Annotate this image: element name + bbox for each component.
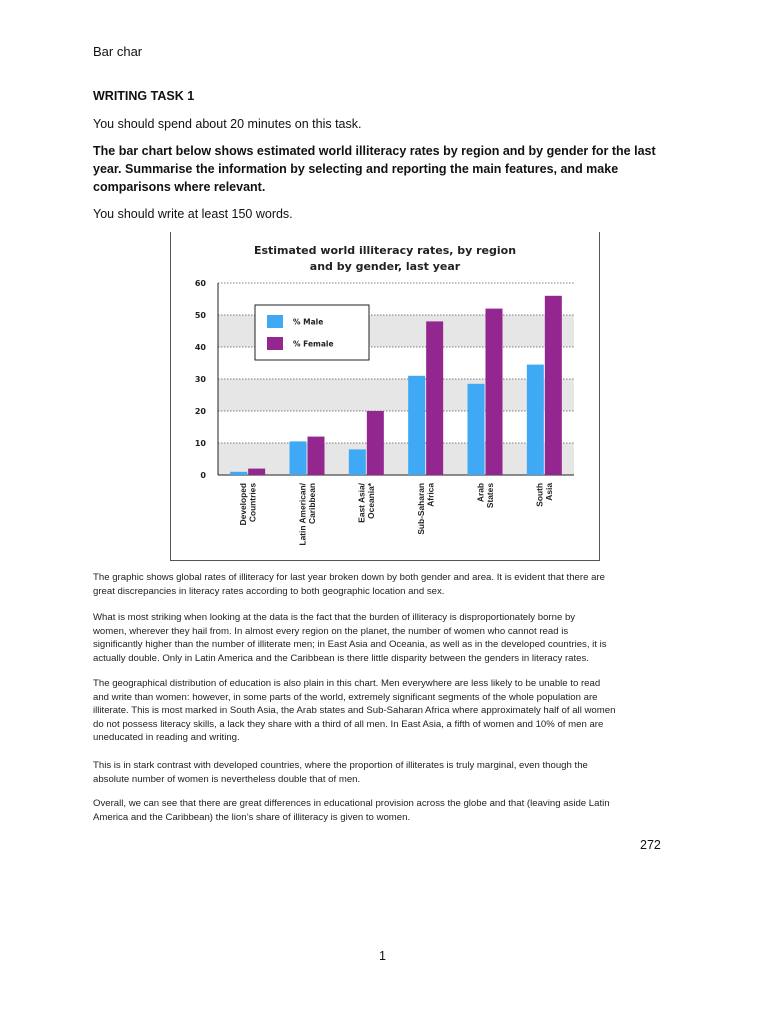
essay-line: This is in stark contrast with developed countries, where the proportion of illiterates is truly marginal, even though the (93, 760, 588, 771)
legend-swatch (267, 315, 283, 328)
plot-band (218, 411, 574, 443)
x-tick-label (416, 483, 436, 535)
prompt-line: comparisons where relevant. (93, 180, 266, 194)
x-tick-label-line: Developed (237, 483, 248, 526)
essay-paragraph-3 (93, 677, 675, 745)
essay-paragraph-4 (93, 759, 675, 786)
plot-band (218, 379, 574, 411)
chart-plot (195, 279, 574, 546)
x-tick-label-line: Arab (475, 483, 486, 503)
prompt-line: The bar chart below shows estimated world illiteracy rates by region and by gender for the last (93, 144, 656, 158)
essay-paragraph-1 (93, 571, 675, 598)
x-tick-label (297, 482, 317, 545)
essay-line: do not possess literacy skills, a lack they share with a third of all men. In East Asia, a fifth of women and 10% of men are (93, 718, 604, 730)
prompt-line: year. Summarise the information by selecting and reporting the main features, and make (93, 162, 619, 176)
x-tick-label (475, 483, 495, 508)
bar-male (349, 449, 366, 475)
bar-male (527, 365, 544, 475)
word-instruction: You should write at least 150 words. (93, 207, 293, 221)
bar-female (426, 321, 443, 475)
legend-label: % Male (293, 317, 324, 327)
essay-line: The graphic shows global rates of illiteracy for last year broken down by both gender and area. It is evident that there are (93, 572, 605, 583)
essay-line: significantly higher than the number of illiterate men; in East Asia and Oceania, as well as in the developed countries, it is (93, 639, 607, 651)
chart-title-line1: Estimated world illiteracy rates, by region (253, 244, 517, 257)
y-tick-label: 40 (194, 343, 206, 352)
bar-female (486, 309, 503, 475)
x-tick-label-line: Asia (544, 483, 555, 501)
x-tick-label (238, 483, 258, 526)
essay-line: The geographical distribution of education is also plain in this chart. Men everywhere are less likely to be unable to read (93, 678, 601, 689)
x-tick-label (535, 483, 555, 507)
y-tick-label: 50 (194, 311, 206, 320)
x-tick-label (357, 482, 377, 522)
bar-male (290, 441, 307, 475)
word-count: 272 (640, 838, 661, 852)
plot-band (218, 443, 574, 475)
y-tick-label: 0 (200, 471, 206, 480)
x-tick-label-line: States (484, 483, 495, 509)
x-tick-label-line: Oceania* (366, 483, 377, 519)
bar-female (308, 437, 325, 475)
y-tick-label: 30 (194, 375, 206, 384)
x-tick-label-line: Caribbean (306, 483, 317, 524)
page-header: Bar char (93, 44, 143, 59)
bar-female (248, 469, 265, 475)
essay-paragraph-5 (93, 797, 675, 824)
bar-male (230, 472, 247, 475)
legend-label: % Female (293, 339, 334, 349)
x-tick-label-line: East Asia/ (356, 483, 367, 523)
essay-line: and write than women: however, in some parts of the world, extremely significant segments of the whole population are (93, 691, 598, 703)
bar-female (367, 411, 384, 475)
essay-line: Overall, we can see that there are great differences in educational provision across the globe and that (leaving aside Latin (93, 798, 610, 809)
essay-line: absolute number of women is nevertheless double that of men. (93, 773, 361, 785)
essay-line: uneducated in reading and writing. (93, 732, 240, 744)
legend-swatch (267, 337, 283, 350)
essay-line: women, wherever they hail from. In almost every region on the planet, the number of women who cannot read is (93, 625, 569, 637)
x-tick-label-line: Countries (247, 483, 258, 523)
essay-paragraph-2 (93, 611, 675, 665)
essay-line: What is most striking when looking at the data is the fact that the burden of illiteracy is disproportionately borne by (93, 612, 576, 623)
essay-line: illiterate. This is most marked in South Asia, the Arab states and Sub-Saharan Africa where approximately half of all women (93, 705, 616, 717)
legend-box (255, 305, 369, 360)
chart-frame (170, 232, 600, 561)
chart-title-line2: and by gender, last year (309, 260, 461, 273)
essay-line: America and the Caribbean) the lion’s share of illiteracy is given to women. (93, 811, 411, 823)
essay-line: actually double. Only in Latin America and the Caribbean is there little disparity between the genders in literacy rates. (93, 652, 589, 664)
x-tick-label-line: Latin American/ (297, 483, 308, 546)
task-prompt (93, 142, 673, 196)
y-tick-label: 20 (194, 407, 206, 416)
task-heading: WRITING TASK 1 (93, 89, 195, 103)
essay-line: great discrepancies in literacy rates according to both geographic location and sex. (93, 585, 445, 597)
bar-male (408, 376, 425, 475)
bar-female (545, 296, 562, 475)
page-number: 1 (379, 949, 386, 963)
x-tick-label-line: Africa (425, 483, 436, 507)
y-tick-label: 60 (194, 279, 206, 288)
bar-chart (171, 232, 599, 560)
time-instruction: You should spend about 20 minutes on this task. (93, 117, 362, 131)
y-tick-label: 10 (194, 439, 206, 448)
x-tick-label-line: South (534, 483, 545, 507)
x-tick-label-line: Sub-Saharan (415, 483, 426, 535)
bar-male (468, 384, 485, 475)
